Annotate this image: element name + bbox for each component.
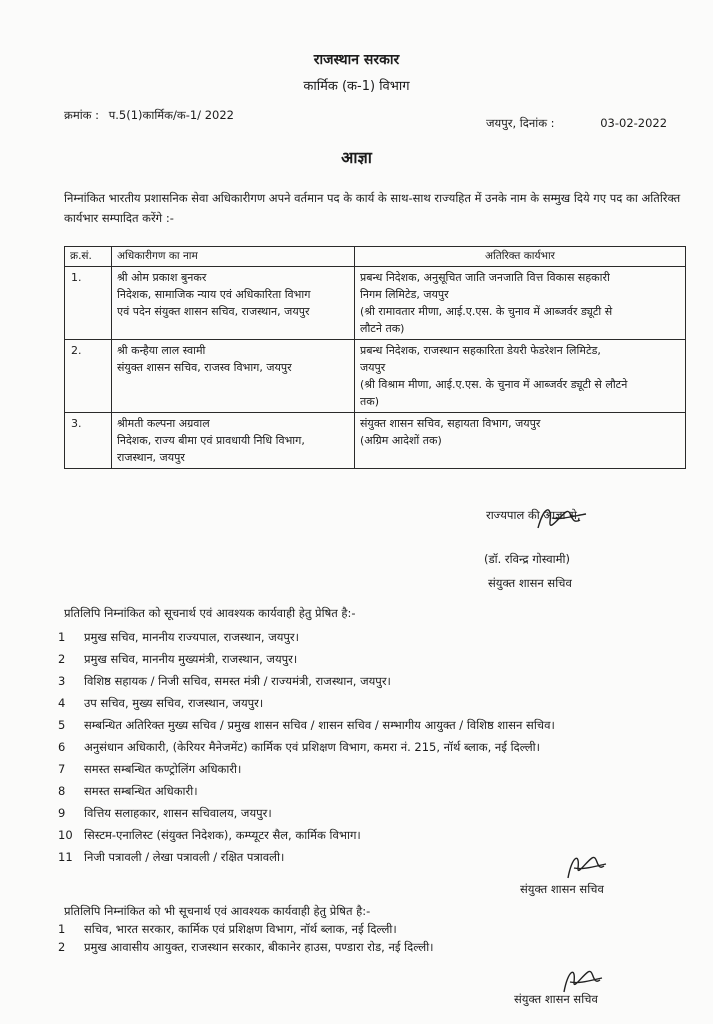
officer-line: एवं पदेन संयुक्त शासन सचिव, राजस्थान, जयपुर [117,305,310,318]
table-row [65,413,686,469]
order-title: आज्ञा [341,148,372,167]
list-item: 1 सचिव, भारत सरकार, कार्मिक एवं प्रशिक्षण विभाग, नॉर्थ ब्लाक, नई दिल्ली। [58,922,397,936]
list-item: 6 अनुसंधान अधिकारी, (केरियर मैनेजमेंट) कार्मिक एवं प्रशिक्षण विभाग, कमरा नं. 215, नॉर्थ ब्लाक, नई दिल्ली। [58,740,541,754]
list-item: 7 समस्त सम्बन्धित कण्ट्रोलिंग अधिकारी। [58,762,242,776]
charge-line: तक) [360,395,380,408]
officer-line: श्रीमती कल्पना अग्रवाल [117,417,210,430]
charge-line: जयपुर [360,361,386,374]
officer-line: निदेशक, राज्य बीमा एवं प्रावधायी निधि विभाग, [117,434,305,447]
charge-line: (श्री रामावतार मीणा, आई.ए.एस. के चुनाव में आब्जर्वर ड्यूटी से [360,305,613,318]
place-date-label: जयपुर, दिनांक : [486,116,555,130]
signatory-designation: संयुक्त शासन सचिव [520,882,604,896]
charge-line: प्रबन्ध निदेशक, राजस्थान सहकारिता डेयरी फेडरेशन लिमिटेड, [360,344,601,357]
table-row [65,340,686,413]
charge-line: निगम लिमिटेड, जयपुर [360,288,449,301]
intro-paragraph: निम्नांकित भारतीय प्रशासनिक सेवा अधिकारीगण अपने वर्तमान पद के कार्य के साथ-साथ राज्यहित में उनके नाम के सम्मुख दिये गए पद का अतिरिक्त कार्यभार सम्पादित करेंगे :- [64,191,681,225]
list-item: 9 वित्तिय सलाहकार, शासन सचिवालय, जयपुर। [58,806,272,820]
signatory-name: (डॉ. रविन्द्र गोस्वामी) [484,552,570,566]
list-item: 3 विशिष्ठ सहायक / निजी सचिव, समस्त मंत्री / राज्यमंत्री, राजस्थान, जयपुर। [58,674,391,688]
list-item: 2 प्रमुख आवासीय आयुक्त, राजस्थान सरकार, बीकानेर हाउस, पण्डारा रोड, नई दिल्ली। [58,940,434,954]
row-charge [355,413,686,469]
copy-list-intro: प्रतिलिपि निम्नांकित को सूचनार्थ एवं आवश्यक कार्यवाही हेतु प्रेषित है:- [64,606,356,620]
row-serial: 1. [65,267,112,340]
row-charge [355,340,686,413]
row-charge [355,267,686,340]
row-officer [112,413,355,469]
charge-line: (अग्रिम आदेशों तक) [360,434,442,447]
officer-charge-table [64,246,686,469]
row-officer [112,340,355,413]
header-serial: क्र.सं. [65,247,112,267]
officer-line: संयुक्त शासन सचिव, राजस्व विभाग, जयपुर [117,361,292,374]
officer-line: श्री ओम प्रकाश बुनकर [117,271,207,284]
reference-number [64,108,234,123]
government-heading: राजस्थान सरकार [313,52,400,68]
list-item: 1 प्रमुख सचिव, माननीय राज्यपाल, राजस्थान, जयपुर। [58,630,299,644]
table-header-row [65,247,686,267]
signatory-designation: संयुक्त शासन सचिव [514,992,598,1006]
officer-line: श्री कन्हैया लाल स्वामी [117,344,206,357]
charge-line: (श्री विश्राम मीणा, आई.ए.एस. के चुनाव में आब्जर्वर ड्यूटी से लौटने [360,378,628,391]
list-item: 2 प्रमुख सचिव, माननीय मुख्यमंत्री, राजस्थान, जयपुर। [58,652,298,666]
reference-label: क्रमांक : [64,108,100,122]
list-item: 5 सम्बन्धित अतिरिक्त मुख्य सचिव / प्रमुख शासन सचिव / शासन सचिव / सम्भागीय आयुक्त / विशिष्ठ शासन सचिव। [58,718,555,732]
row-serial: 2. [65,340,112,413]
signatory-designation: संयुक्त शासन सचिव [488,576,572,590]
list-item: 11 निजी पत्रावली / लेखा पत्रावली / रक्षित पत्रावली। [58,850,285,864]
header-officer: अधिकारीगण का नाम [112,247,355,267]
officer-line: राजस्थान, जयपुर [117,451,185,464]
charge-line: लौटने तक) [360,322,405,335]
place-date [486,116,667,131]
row-serial: 3. [65,413,112,469]
table-row [65,267,686,340]
officer-line: निदेशक, सामाजिक न्याय एवं अधिकारिता विभाग [117,288,311,301]
copy-list-intro: प्रतिलिपि निम्नांकित को भी सूचनार्थ एवं आवश्यक कार्यवाही हेतु प्रेषित है:- [64,904,371,918]
row-officer [112,267,355,340]
list-item: 4 उप सचिव, मुख्य सचिव, राजस्थान, जयपुर। [58,696,264,710]
charge-line: प्रबन्ध निदेशक, अनुसूचित जाति जनजाति वित्त विकास सहकारी [360,271,610,284]
header-charge: अतिरिक्त कार्यभार [355,247,686,267]
governor-order-line: राज्यपाल की आज्ञा से, [486,508,581,522]
signature-image [530,498,590,538]
signature-image [560,846,610,886]
department-heading: कार्मिक (क-1) विभाग [303,79,410,94]
list-item: 8 समस्त सम्बन्धित अधिकारी। [58,784,198,798]
list-item: 10 सिस्टम-एनालिस्ट (संयुक्त निदेशक), कम्प्यूटर सैल, कार्मिक विभाग। [58,828,361,842]
order-date: 03-02-2022 [600,116,668,130]
reference-value: प.5(1)कार्मिक/क-1/ 2022 [108,108,234,122]
charge-line: संयुक्त शासन सचिव, सहायता विभाग, जयपुर [360,417,541,430]
